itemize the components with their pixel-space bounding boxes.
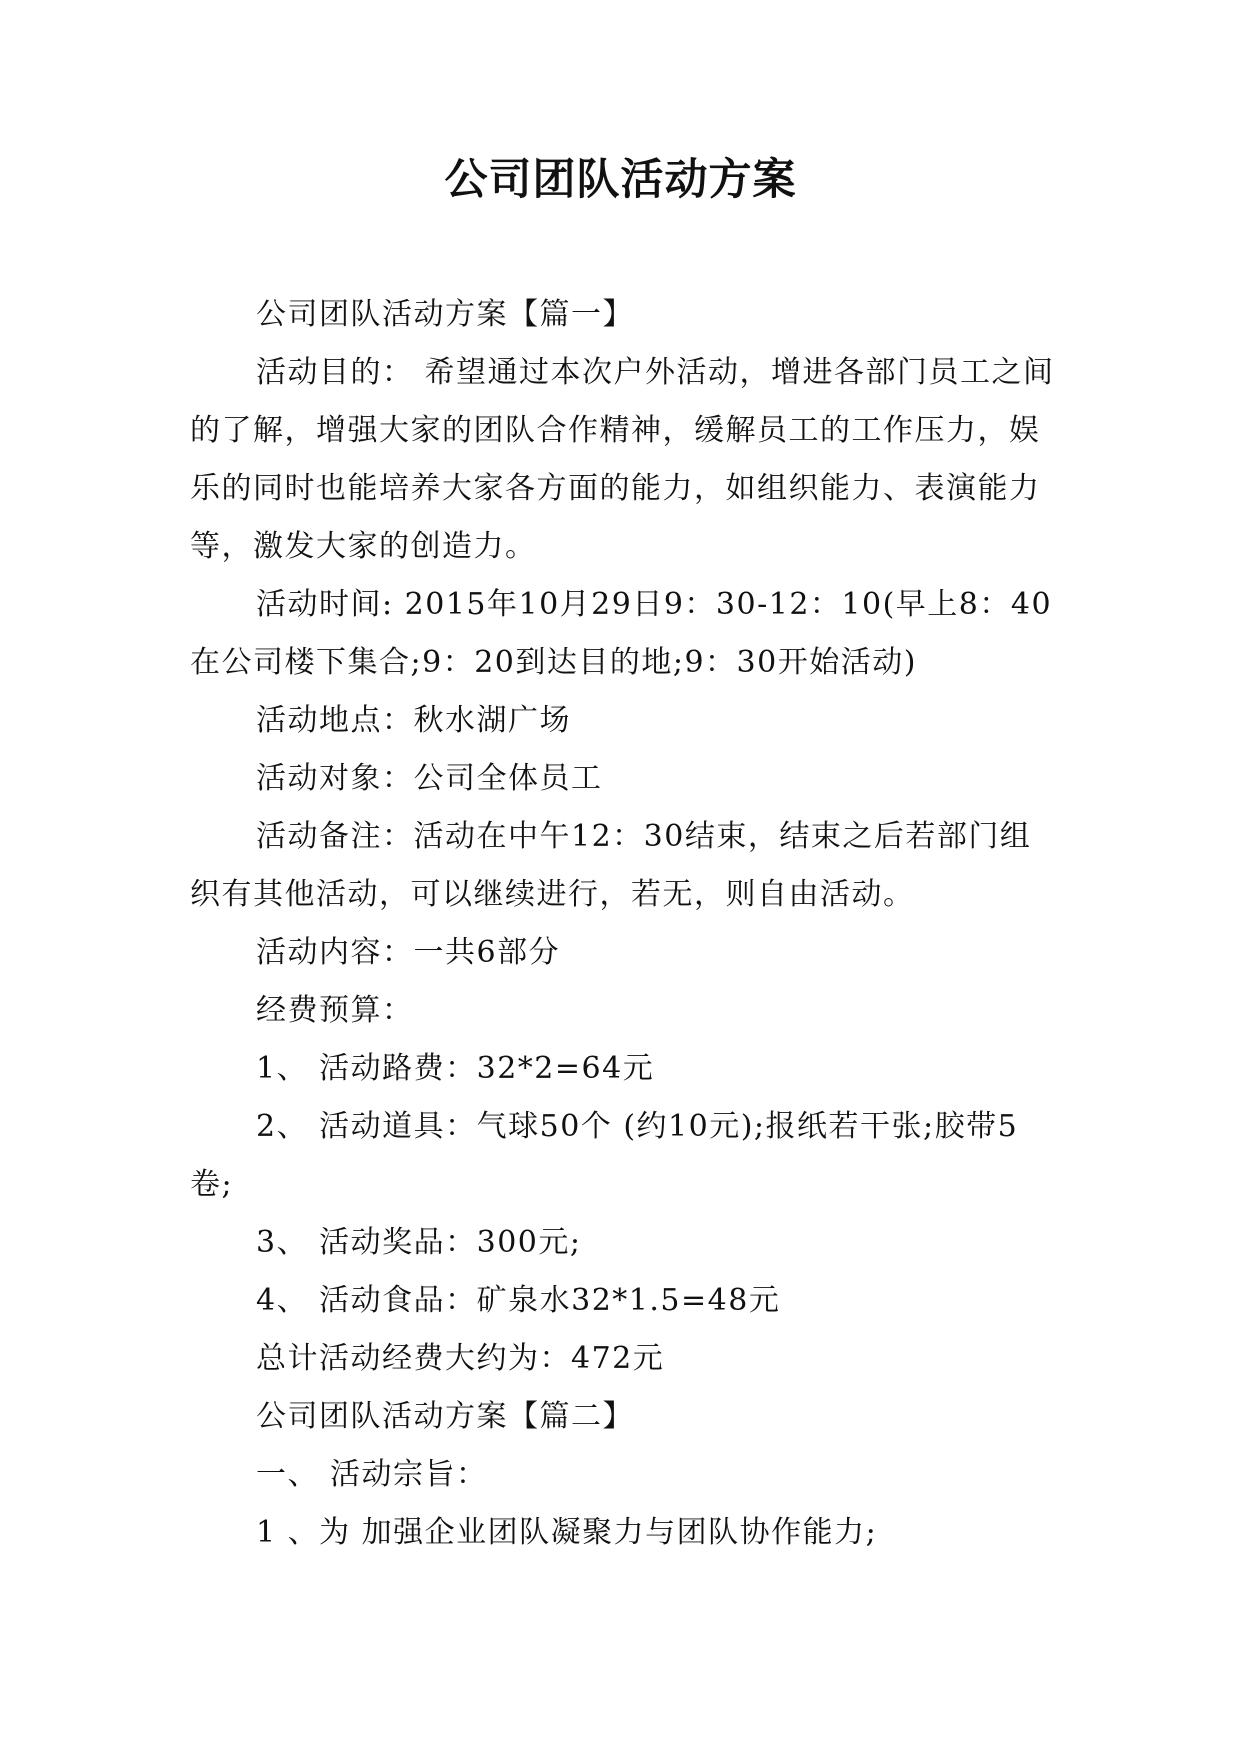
- paragraph-participants: 活动对象：公司全体员工: [256, 761, 603, 796]
- budget-item-food: 4、 活动食品：矿泉水32*1.5=48元: [256, 1283, 781, 1318]
- heading-part-one: 公司团队活动方案【篇一】: [256, 297, 634, 332]
- budget-item-props: 2、 活动道具：气球50个 (约10元);报纸若干张;胶带5卷;: [190, 1109, 1019, 1202]
- document-title: 公司团队活动方案: [444, 155, 797, 205]
- budget-item-travel: 1、 活动路费：32*2=64元: [256, 1051, 655, 1086]
- paragraph-budget-total: 总计活动经费大约为：472元: [256, 1341, 665, 1376]
- document-body: [190, 286, 1060, 1562]
- paragraph-location: 活动地点：秋水湖广场: [256, 703, 571, 738]
- paragraph-time: 活动时间: 2015年10月29日9：30-12：10(早上8：40在公司楼下集合;9：20到达目的地;9：30开始活动): [190, 587, 1053, 680]
- list-item-purpose-1: 1 、为 加强企业团队凝聚力与团队协作能力;: [256, 1515, 878, 1550]
- paragraph-notes: 活动备注：活动在中午12：30结束，结束之后若部门组织有其他活动，可以继续进行，若无，则自由活动。: [190, 819, 1032, 912]
- section-heading-purpose: 一、 活动宗旨：: [256, 1457, 488, 1492]
- paragraph-purpose: 活动目的： 希望通过本次户外活动，增进各部门员工之间的了解，增强大家的团队合作精神，缓解员工的工作压力，娱乐的同时也能培养大家各方面的能力，如组织能力、表演能力等，激发大家的创造力。: [190, 355, 1055, 564]
- heading-part-two: 公司团队活动方案【篇二】: [256, 1399, 634, 1434]
- paragraph-budget-heading: 经费预算：: [256, 993, 414, 1028]
- budget-item-prizes: 3、 活动奖品：300元;: [256, 1225, 582, 1260]
- paragraph-content: 活动内容：一共6部分: [256, 935, 561, 970]
